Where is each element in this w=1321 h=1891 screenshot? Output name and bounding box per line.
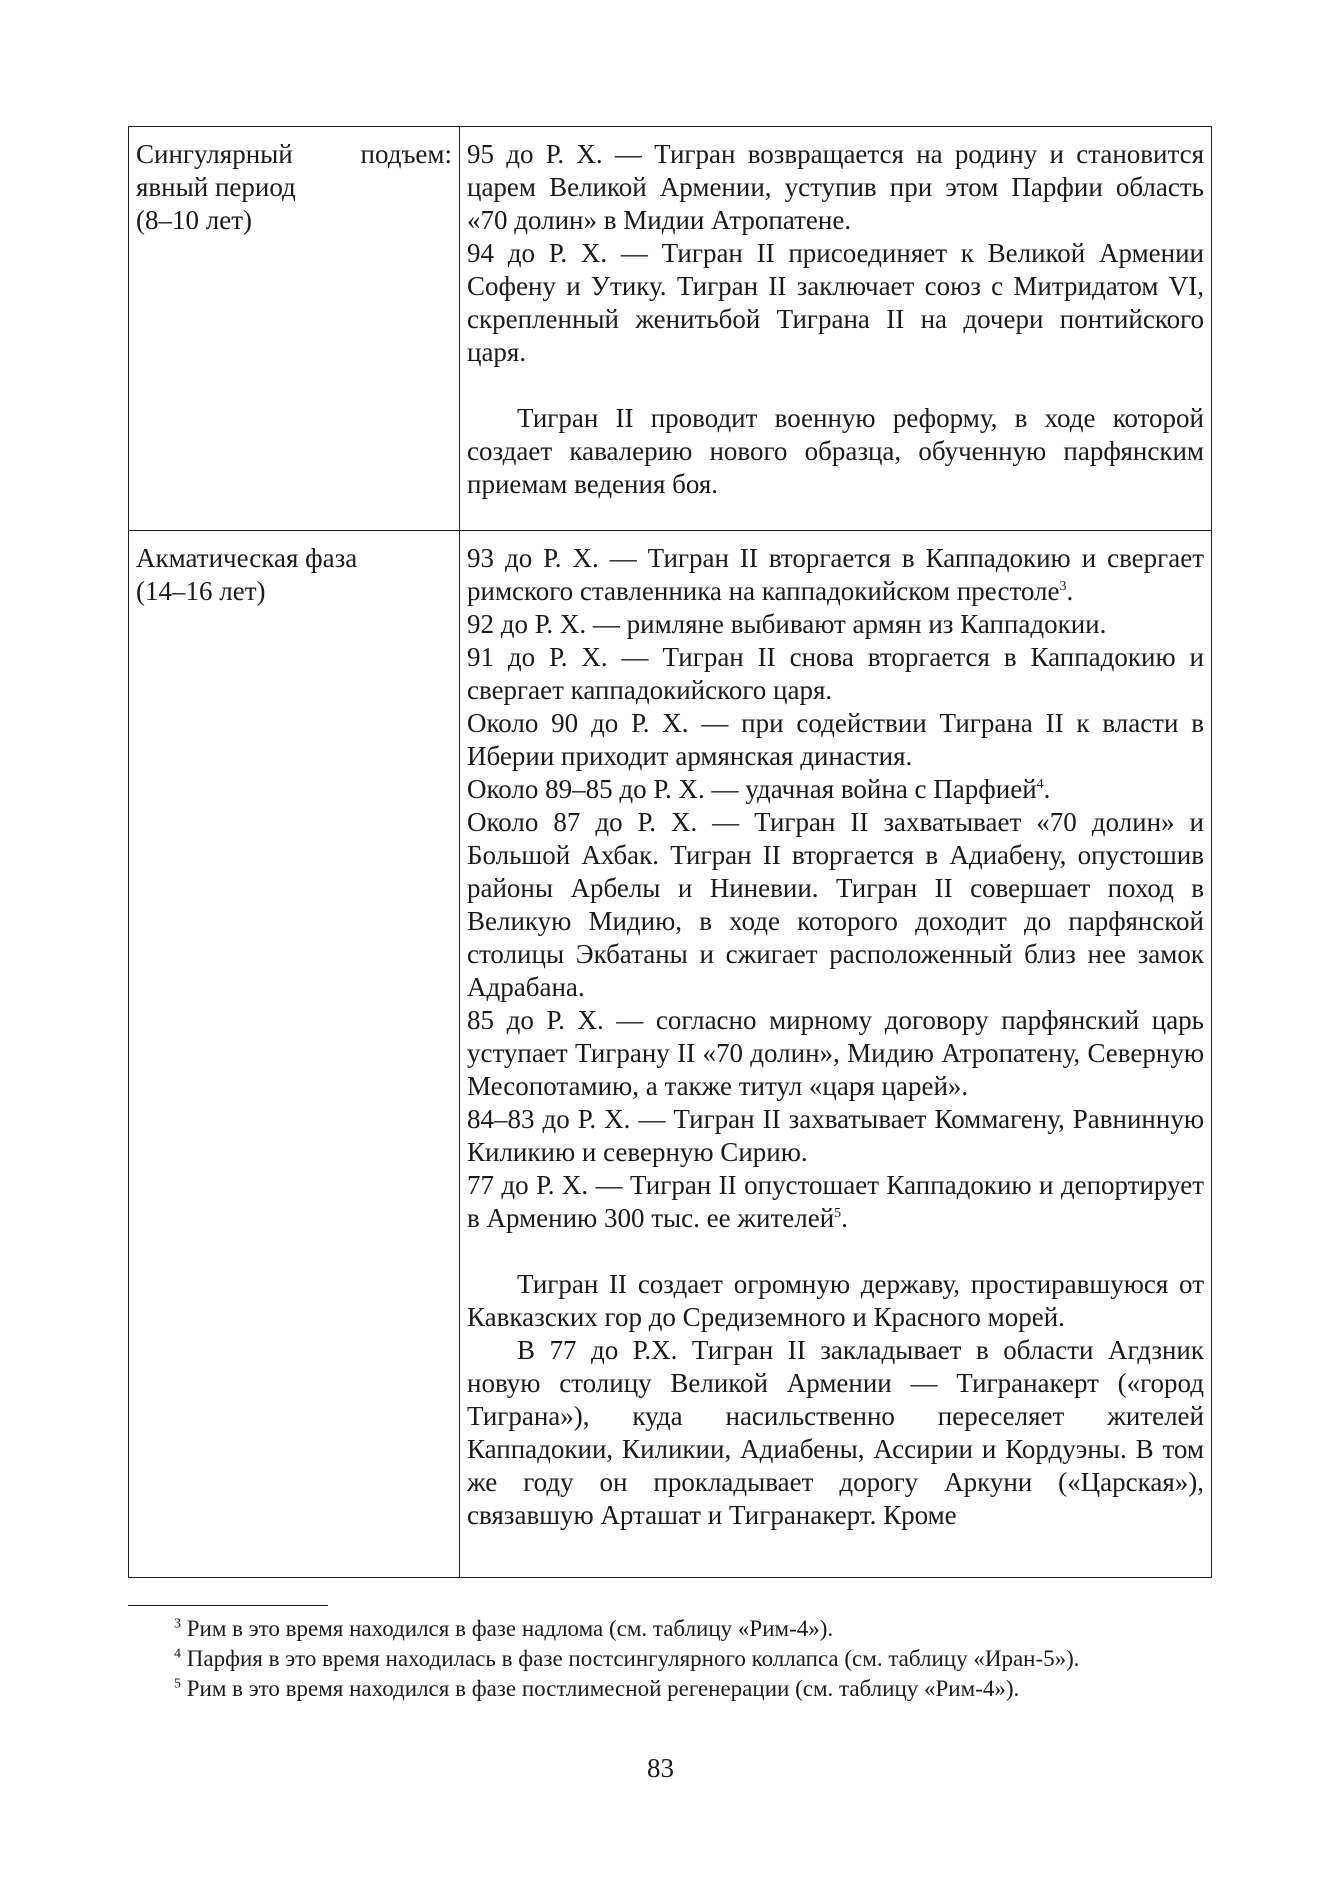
- footnote: $^5$ Рим в это время находился в фазе постлимесной регенерации (см. таблицу «Рим-4»).: [174, 1676, 1020, 1701]
- event-entry: Около 89–85 до Р. Х. — удачная война с Парфией$^4$.: [467, 774, 1051, 804]
- table-row: [129, 531, 1212, 1578]
- event-entry: Около 90 до Р. Х. — при содействии Тиграна II к власти в Иберии приходит армянская династия.: [467, 708, 1204, 771]
- period-years: (14–16 лет): [136, 576, 266, 606]
- footnote-ref: 5: [834, 1206, 842, 1221]
- event-entry: 95 до Р. Х. — Тигран возвращается на родину и становится царем Великой Армении, уступив при этом Парфии область «70 долин» в Мидии Атропатене.: [467, 139, 1204, 235]
- event-entry: 91 до Р. Х. — Тигран II снова вторгается в Каппадокию и свергает каппадокийского царя.: [467, 642, 1204, 705]
- footnote-ref: 4: [1036, 777, 1044, 792]
- period-cell: [129, 531, 460, 1578]
- footnote-separator: [128, 1605, 328, 1606]
- page-number: 83: [647, 1753, 674, 1783]
- footnote: $^3$ Рим в это время находился в фазе надлома (см. таблицу «Рим-4»).: [174, 1616, 834, 1641]
- event-entry: 84–83 до Р. Х. — Тигран II захватывает Коммагену, Равнинную Киликию и северную Сирию.: [467, 1104, 1204, 1167]
- event-entry: 93 до Р. Х. — Тигран II вторгается в Каппадокию и свергает римского ставленника на каппадокийском престоле$^3$.: [467, 543, 1204, 606]
- footnote-number: 5: [174, 1676, 181, 1692]
- footnote-number: 4: [174, 1646, 181, 1662]
- period-title-line: [136, 138, 452, 171]
- period-title-right: подъем:: [360, 139, 452, 169]
- summary-paragraph: Тигран II проводит военную реформу, в ходе которой создает кавалерию нового образца, обученную парфянским приемам ведения боя.: [467, 403, 1204, 499]
- event-entry: 85 до Р. Х. — согласно мирному договору парфянский царь уступает Тиграну II «70 долин», Мидию Атропатену, Северную Месопотамию, а также титул «царя царей».: [467, 1005, 1204, 1101]
- period-title: Акматическая фаза: [136, 543, 358, 573]
- footnote: $^4$ Парфия в это время находилась в фазе постсингулярного коллапса (см. таблицу «Иран-5»).: [174, 1646, 1080, 1671]
- event-entry: 77 до Р. Х. — Тигран II опустошает Каппадокию и депортирует в Армению 300 тыс. ее жителей$^5$.: [467, 1170, 1204, 1233]
- period-title-left: Сингулярный: [136, 139, 293, 169]
- summary-paragraph: В 77 до Р.Х. Тигран II закладывает в области Агдзник новую столицу Великой Армении — Тигранакерт («город Тиграна»), куда насильственно переселяет жителей Каппадокии, Киликии, Адиабены, Ассирии и Кордуэны. В том же году он прокладывает дорогу Аркуни («Царская»), связавшую Арташат и Тигранакерт. Кроме: [467, 1335, 1204, 1530]
- summary-paragraph: Тигран II создает огромную державу, простиравшуюся от Кавказских гор до Средиземного и Красного морей.: [467, 1269, 1204, 1332]
- footnote-ref: 3: [1059, 579, 1067, 594]
- event-entry: 94 до Р. Х. — Тигран II присоединяет к Великой Армении Софену и Утику. Тигран II заключает союз с Митридатом VI, скрепленный женитьбой Тиграна II на дочери понтийского царя.: [467, 238, 1204, 367]
- chronology-table: [128, 126, 1212, 1578]
- event-entry: 92 до Р. Х. — римляне выбивают армян из Каппадокии.: [467, 609, 1107, 639]
- period-cell: [129, 127, 460, 531]
- events-cell: [460, 531, 1212, 1578]
- table-row: [129, 127, 1212, 531]
- footnotes: [128, 1614, 1212, 1704]
- period-years: (8–10 лет): [136, 205, 252, 235]
- events-cell: [460, 127, 1212, 531]
- footnote-number: 3: [174, 1616, 181, 1632]
- event-entry: Около 87 до Р. Х. — Тигран II захватывает «70 долин» и Большой Ахбак. Тигран II вторгается в Адиабену, опустошив районы Арбелы и Ниневии. Тигран II совершает поход в Великую Мидию, в ходе которого доходит до парфянской столицы Экбатаны и сжигает расположенный близ нее замок Адрабана.: [467, 807, 1204, 1002]
- period-title-cont: явный период: [136, 172, 296, 202]
